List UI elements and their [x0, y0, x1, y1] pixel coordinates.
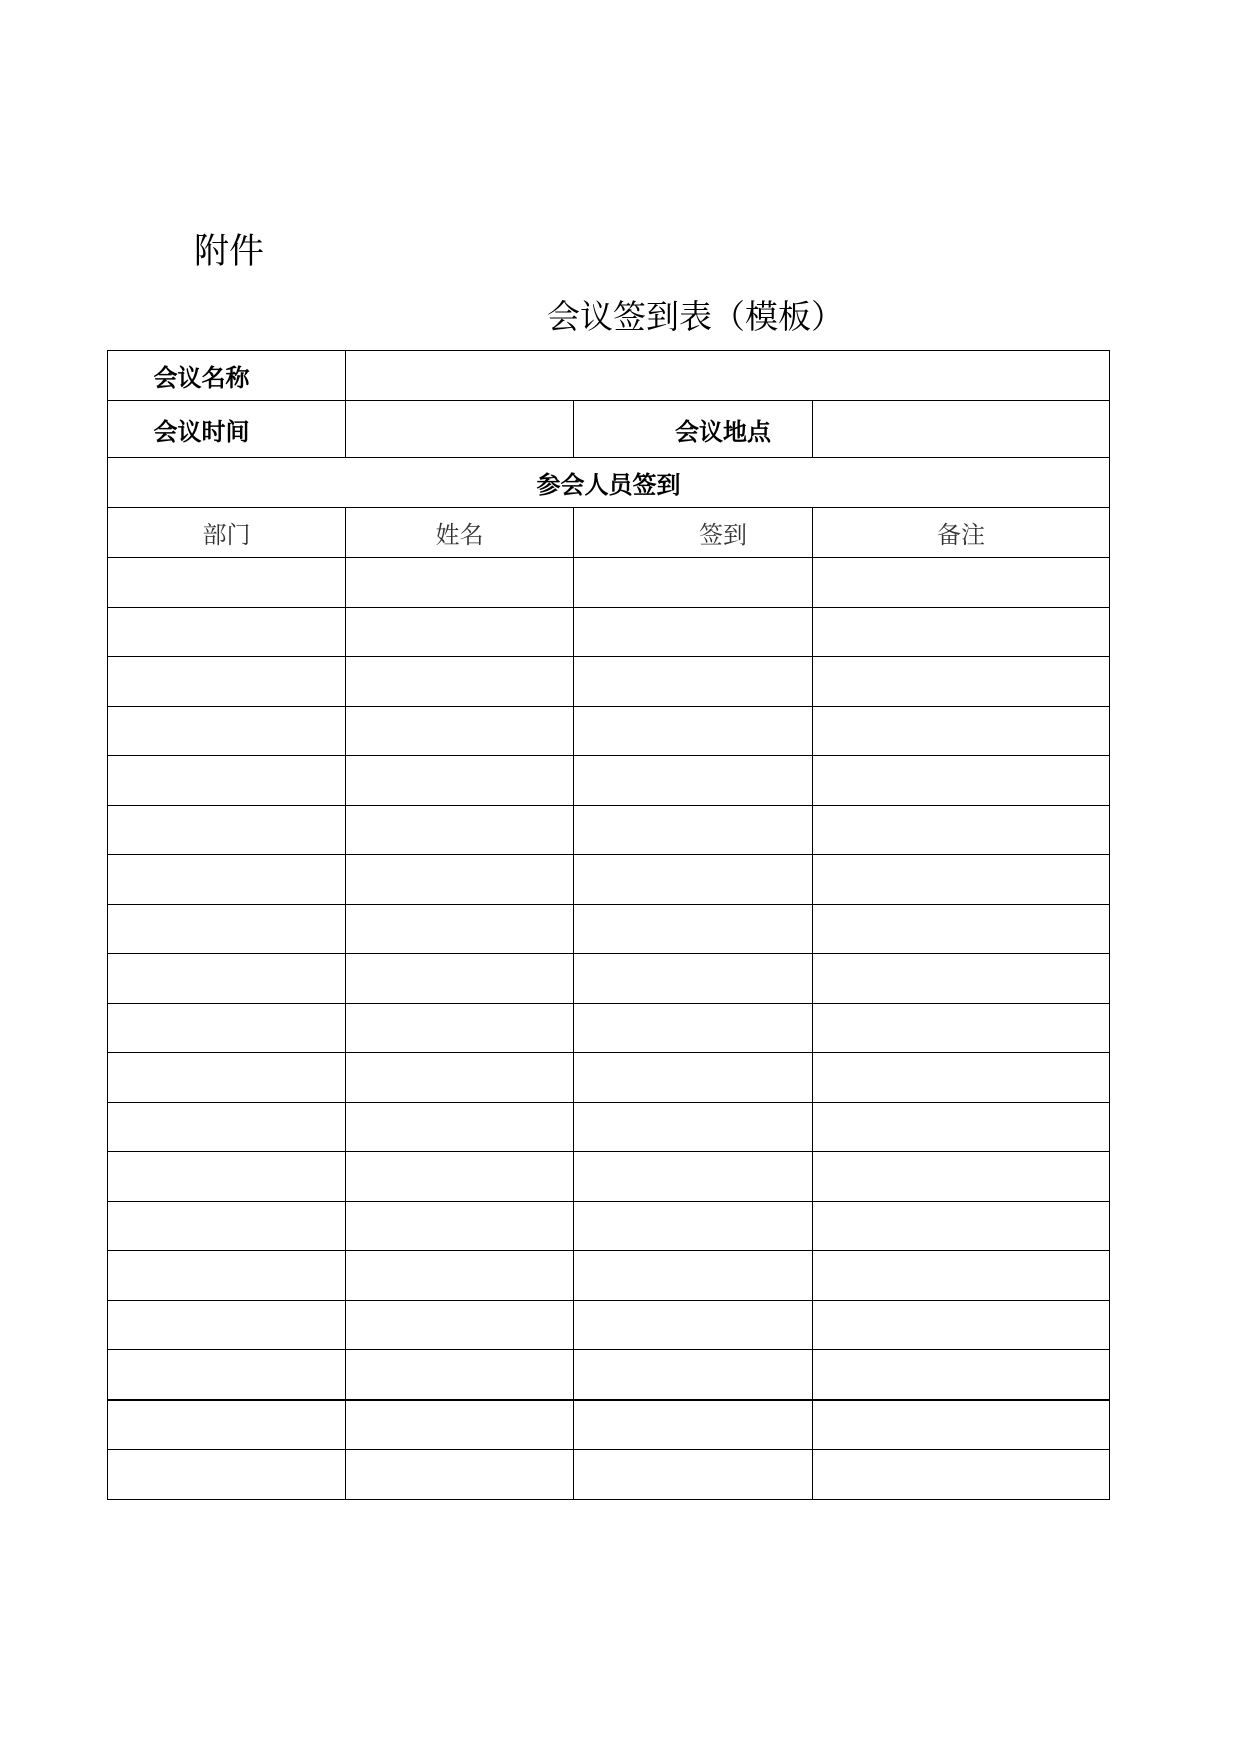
department-cell[interactable]	[108, 756, 346, 806]
name-cell[interactable]	[346, 904, 574, 954]
signature-cell[interactable]	[574, 706, 813, 756]
name-cell[interactable]	[346, 607, 574, 657]
signature-cell[interactable]	[574, 1102, 813, 1152]
name-cell[interactable]	[346, 855, 574, 905]
remarks-cell[interactable]	[813, 855, 1110, 905]
table-row	[108, 1300, 1110, 1350]
signature-cell[interactable]	[574, 1300, 813, 1350]
department-cell[interactable]	[108, 607, 346, 657]
table-row	[108, 1102, 1110, 1152]
department-cell[interactable]	[108, 1201, 346, 1251]
meeting-name-field[interactable]	[346, 351, 1110, 401]
signature-cell[interactable]	[574, 1450, 813, 1500]
department-cell[interactable]	[108, 1152, 346, 1202]
department-cell[interactable]	[108, 954, 346, 1004]
table-row	[108, 1450, 1110, 1500]
name-cell[interactable]	[346, 1201, 574, 1251]
signature-cell[interactable]	[574, 1400, 813, 1450]
remarks-cell[interactable]	[813, 954, 1110, 1004]
table-row	[108, 756, 1110, 806]
table-row	[108, 1400, 1110, 1450]
table-row	[108, 1251, 1110, 1301]
table-row	[108, 805, 1110, 855]
department-cell[interactable]	[108, 706, 346, 756]
department-cell[interactable]	[108, 1450, 346, 1500]
department-cell[interactable]	[108, 1003, 346, 1053]
department-cell[interactable]	[108, 1400, 346, 1450]
name-cell[interactable]	[346, 558, 574, 608]
table-row	[108, 706, 1110, 756]
name-cell[interactable]	[346, 1400, 574, 1450]
meeting-place-label: 会议地点	[574, 401, 813, 458]
meeting-name-label: 会议名称	[108, 351, 346, 401]
signature-cell[interactable]	[574, 954, 813, 1004]
attachment-label: 附件	[194, 232, 265, 272]
remarks-cell[interactable]	[813, 558, 1110, 608]
signature-cell[interactable]	[574, 756, 813, 806]
signature-cell[interactable]	[574, 1251, 813, 1301]
table-row	[108, 657, 1110, 707]
signature-cell[interactable]	[574, 855, 813, 905]
department-cell[interactable]	[108, 558, 346, 608]
remarks-cell[interactable]	[813, 1152, 1110, 1202]
signature-cell[interactable]	[574, 558, 813, 608]
signature-cell[interactable]	[574, 1350, 813, 1400]
remarks-cell[interactable]	[813, 1300, 1110, 1350]
remarks-cell[interactable]	[813, 1450, 1110, 1500]
meeting-place-field[interactable]	[813, 401, 1110, 458]
attendee-section-header: 参会人员签到	[108, 458, 1110, 508]
remarks-cell[interactable]	[813, 1053, 1110, 1103]
name-cell[interactable]	[346, 1053, 574, 1103]
department-cell[interactable]	[108, 657, 346, 707]
remarks-cell[interactable]	[813, 1201, 1110, 1251]
signature-cell[interactable]	[574, 657, 813, 707]
name-cell[interactable]	[346, 1251, 574, 1301]
remarks-cell[interactable]	[813, 657, 1110, 707]
name-cell[interactable]	[346, 1152, 574, 1202]
remarks-cell[interactable]	[813, 706, 1110, 756]
remarks-cell[interactable]	[813, 904, 1110, 954]
department-cell[interactable]	[108, 904, 346, 954]
table-row	[108, 558, 1110, 608]
department-cell[interactable]	[108, 1102, 346, 1152]
name-cell[interactable]	[346, 805, 574, 855]
table-row	[108, 954, 1110, 1004]
name-cell[interactable]	[346, 657, 574, 707]
department-cell[interactable]	[108, 805, 346, 855]
sign-in-table	[107, 350, 1110, 1500]
name-cell[interactable]	[346, 1450, 574, 1500]
name-cell[interactable]	[346, 756, 574, 806]
name-cell[interactable]	[346, 1102, 574, 1152]
department-cell[interactable]	[108, 1053, 346, 1103]
remarks-cell[interactable]	[813, 1102, 1110, 1152]
meeting-time-field[interactable]	[346, 401, 574, 458]
table-row	[108, 1003, 1110, 1053]
signature-cell[interactable]	[574, 1053, 813, 1103]
table-row	[108, 1053, 1110, 1103]
column-header-department: 部门	[108, 508, 346, 558]
department-cell[interactable]	[108, 1350, 346, 1400]
remarks-cell[interactable]	[813, 1251, 1110, 1301]
column-header-name: 姓名	[346, 508, 574, 558]
table-row	[108, 1350, 1110, 1400]
remarks-cell[interactable]	[813, 1003, 1110, 1053]
remarks-cell[interactable]	[813, 1350, 1110, 1400]
remarks-cell[interactable]	[813, 805, 1110, 855]
remarks-cell[interactable]	[813, 756, 1110, 806]
table-row	[108, 904, 1110, 954]
column-header-row	[108, 508, 1110, 558]
name-cell[interactable]	[346, 706, 574, 756]
name-cell[interactable]	[346, 1003, 574, 1053]
column-header-remarks: 备注	[813, 508, 1110, 558]
signature-cell[interactable]	[574, 904, 813, 954]
department-cell[interactable]	[108, 1251, 346, 1301]
signature-cell[interactable]	[574, 607, 813, 657]
table-row	[108, 855, 1110, 905]
page-title: 会议签到表（模板）	[547, 297, 844, 336]
signature-cell[interactable]	[574, 805, 813, 855]
department-cell[interactable]	[108, 1300, 346, 1350]
name-cell[interactable]	[346, 954, 574, 1004]
signature-cell[interactable]	[574, 1003, 813, 1053]
department-cell[interactable]	[108, 855, 346, 905]
signature-cell[interactable]	[574, 1201, 813, 1251]
signature-cell[interactable]	[574, 1152, 813, 1202]
remarks-cell[interactable]	[813, 607, 1110, 657]
table-row	[108, 607, 1110, 657]
name-cell[interactable]	[346, 1350, 574, 1400]
name-cell[interactable]	[346, 1300, 574, 1350]
meeting-time-label: 会议时间	[108, 401, 346, 458]
remarks-cell[interactable]	[813, 1400, 1110, 1450]
table-row	[108, 1152, 1110, 1202]
table-row	[108, 1201, 1110, 1251]
column-header-signature: 签到	[574, 508, 813, 558]
